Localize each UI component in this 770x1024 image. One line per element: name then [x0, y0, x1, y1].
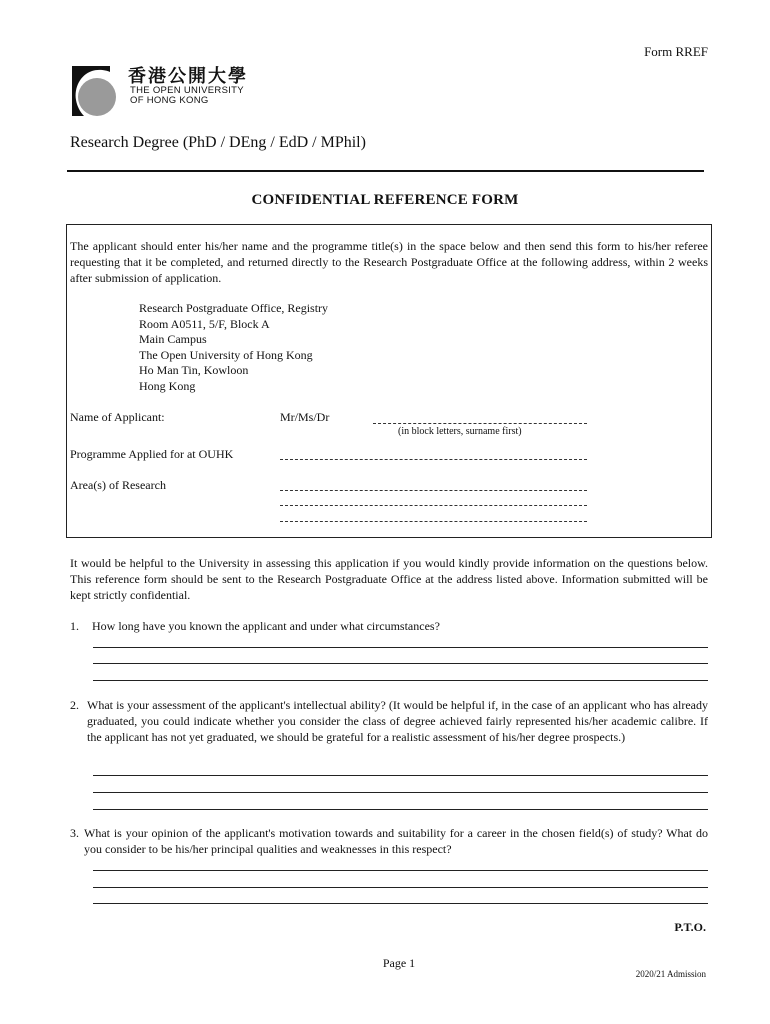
address-line: The Open University of Hong Kong	[139, 347, 313, 362]
admission-year: 2020/21 Admission	[635, 969, 706, 979]
answer-line[interactable]	[93, 775, 708, 776]
answer-line[interactable]	[93, 663, 708, 664]
research-area-field[interactable]	[280, 490, 587, 491]
research-area-field[interactable]	[280, 505, 587, 506]
form-title: CONFIDENTIAL REFERENCE FORM	[251, 192, 519, 208]
answer-line[interactable]	[93, 809, 708, 810]
postal-address	[139, 301, 328, 395]
logo-chinese-name: 香港公開大學	[128, 66, 248, 87]
answer-line[interactable]	[93, 887, 708, 888]
applicant-name-hint: (in block letters, surname first)	[398, 426, 522, 437]
university-logo	[70, 62, 280, 120]
programme-label: Programme Applied for at OUHK	[70, 447, 234, 461]
question-text: What is your opinion of the applicant's motivation towards and suitability for a career in the chosen field(s) of study? What do you consider to be his/her principal qualities and weaknesses in this respect?	[84, 826, 708, 856]
logo-english-line2: OF HONG KONG	[130, 95, 209, 106]
please-turn-over: P.T.O.	[674, 920, 706, 934]
research-area-field[interactable]	[280, 521, 587, 522]
address-line: Hong Kong	[139, 378, 196, 393]
question-text: What is your assessment of the applicant's intellectual ability? (It would be helpful if, in the case of an applicant who has already graduated, you could indicate whether you consider the class of degree achieved fairly represented his/her academic calibre. If the applicant has not yet graduated, we should be grateful for a realistic assessment of his/her degree prospects.)	[87, 698, 708, 744]
answer-line[interactable]	[93, 680, 708, 681]
applicant-name-field[interactable]	[373, 423, 587, 424]
answer-line[interactable]	[93, 903, 708, 904]
header-divider	[67, 170, 704, 172]
programme-field[interactable]	[280, 459, 587, 460]
question-2	[70, 697, 708, 745]
answer-line[interactable]	[93, 792, 708, 793]
question-number: 3.	[70, 826, 79, 840]
page-number: Page 1	[382, 956, 416, 970]
degree-line: Research Degree (PhD / DEng / EdD / MPhil)	[70, 134, 366, 151]
answer-line[interactable]	[93, 870, 708, 871]
logo-english-line1: THE OPEN UNIVERSITY	[130, 85, 244, 96]
question-number: 1.	[70, 619, 79, 633]
intro-paragraph: It would be helpful to the University in assessing this application if you would kindly provide information on the questions below. This reference form should be sent to the Research Postgraduate Office at the address listed above. Information submitted will be kept strictly confidential.	[70, 556, 708, 602]
question-number: 2.	[70, 698, 79, 712]
instructions: The applicant should enter his/her name and the programme title(s) in the space below and then send this form to his/her referee requesting that it be completed, and returned directly to the Research Postgraduate Office at the following address, within 2 weeks after submission of application.	[70, 239, 708, 285]
address-line: Main Campus	[139, 332, 207, 347]
address-line: Research Postgraduate Office, Registry	[139, 301, 329, 315]
university-emblem-icon	[70, 62, 118, 118]
research-area-label: Area(s) of Research	[70, 478, 166, 492]
question-3	[70, 825, 708, 857]
form-code: Form RREF	[644, 44, 708, 59]
address-line: Room A0511, 5/F, Block A	[139, 316, 270, 331]
title-options: Mr/Ms/Dr	[280, 410, 330, 424]
question-1	[70, 618, 708, 634]
question-text: How long have you known the applicant and under what circumstances?	[92, 619, 440, 633]
answer-line[interactable]	[93, 647, 708, 648]
address-line: Ho Man Tin, Kowloon	[139, 363, 249, 378]
logo-english-name	[130, 86, 244, 106]
applicant-name-label: Name of Applicant:	[70, 410, 165, 424]
